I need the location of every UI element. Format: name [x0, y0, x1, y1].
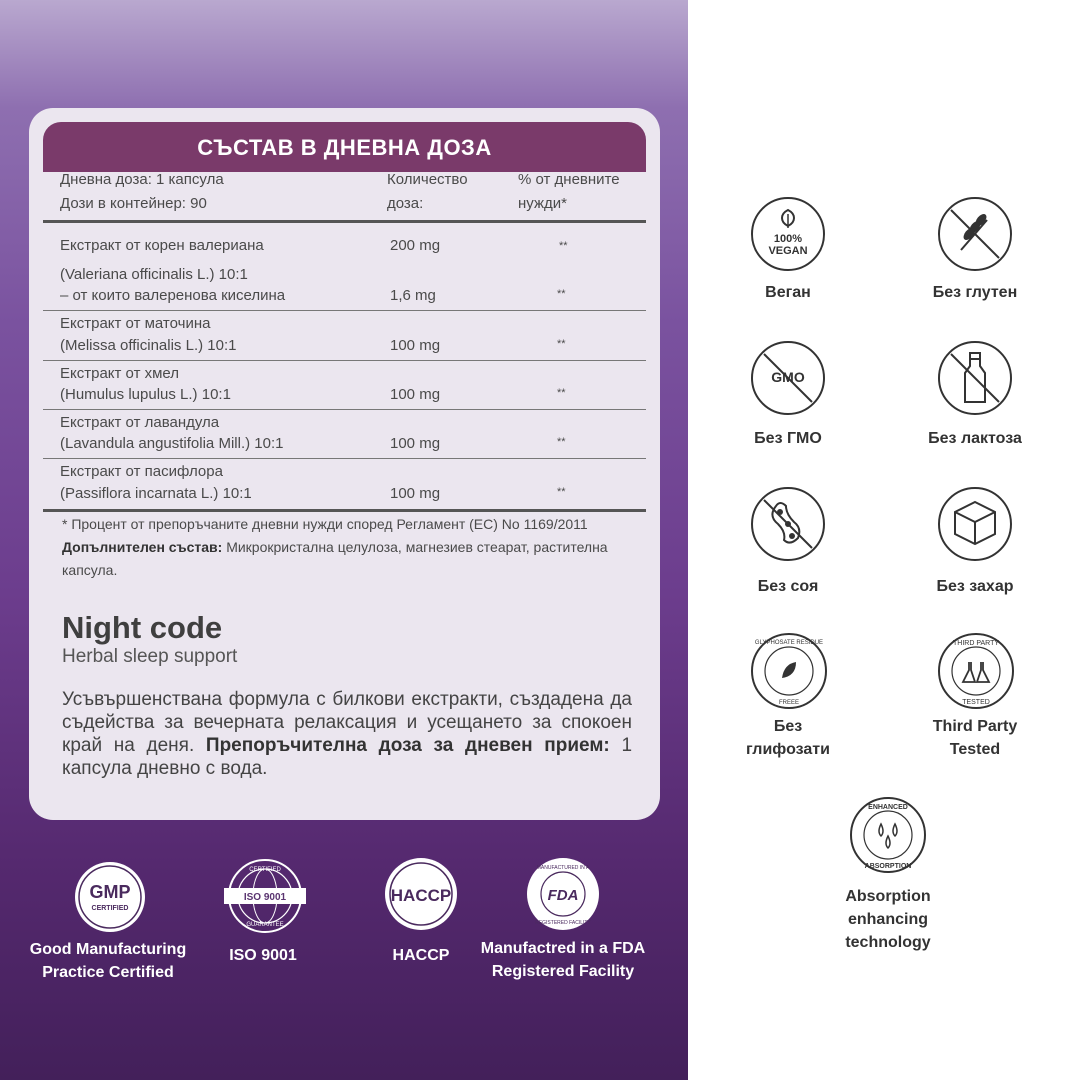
- iso-9001-icon: [220, 856, 310, 941]
- ingredient-latin: (Melissa officinalis L.) 10:1: [60, 337, 237, 354]
- glyphosate-free-icon: [750, 632, 828, 715]
- enhanced-absorption-icon: [849, 796, 927, 879]
- svg-text:FDA: FDA: [547, 887, 579, 904]
- amount-header-2: доза:: [387, 195, 424, 212]
- ingredient-percent: **: [557, 338, 566, 350]
- svg-text:FREEE: FREEE: [778, 700, 800, 706]
- svg-text:HACCP: HACCP: [390, 886, 452, 905]
- table-bottom-divider: [43, 509, 646, 512]
- footnote-rest: Микрокристална целулоза, магнезиев стеарат, растителна капсула.: [62, 539, 608, 578]
- sugar-free-icon: [937, 486, 1013, 567]
- lactose-free-label: Без лактоза: [928, 430, 1022, 447]
- product-name: Night code: [62, 610, 223, 645]
- gmo-free-icon: [750, 340, 826, 421]
- dose-label: Препоръчителна доза за дневен прием:: [205, 735, 610, 756]
- svg-text:GMO: GMO: [771, 369, 805, 385]
- glyphosate-label-line1: Без: [773, 718, 803, 735]
- svg-text:CERTIFIED: CERTIFIED: [91, 905, 129, 912]
- ingredient-latin: (Valeriana officinalis L.) 10:1: [60, 266, 248, 283]
- svg-text:MANUFACTURED IN A: MANUFACTURED IN A: [536, 865, 590, 871]
- third-party-tested-label: [895, 715, 1055, 761]
- dose-text: 1 капсула дневно с вода.: [62, 735, 633, 779]
- absorption-label-line1: Absorption: [845, 888, 931, 905]
- fda-label: Manufactred in a FDA Registered Facility: [480, 940, 646, 980]
- ingredient-amount: 100 mg: [390, 337, 441, 354]
- ingredient-amount: 100 mg: [390, 435, 441, 452]
- third-party-label-line2: Tested: [949, 741, 1001, 758]
- ingredient-amount: 100 mg: [390, 485, 441, 502]
- ingredient-latin: (Humulus lupulus L.) 10:1: [60, 386, 231, 403]
- lactose-free-icon: [937, 340, 1013, 421]
- third-party-tested-icon: [937, 632, 1015, 715]
- vegan-label: Веган: [765, 284, 811, 301]
- vegan-icon: [750, 196, 826, 277]
- ingredient-name: Екстракт от лавандула: [60, 414, 220, 431]
- serving-size: Дневна доза: 1 капсула: [60, 171, 224, 188]
- sugar-free-label: Без захар: [936, 578, 1014, 595]
- svg-text:ABSORPTION: ABSORPTION: [864, 863, 912, 870]
- amount-header: Количество: [387, 171, 468, 188]
- haccp-icon: [383, 856, 459, 937]
- ingredient-latin: (Passiflora incarnata L.) 10:1: [60, 485, 252, 502]
- footnote: [62, 513, 642, 582]
- ingredient-amount: 200 mg: [390, 237, 441, 254]
- gluten-free-label: Без глутен: [932, 284, 1018, 301]
- ingredient-name: Екстракт от маточина: [60, 315, 211, 332]
- row-divider: [43, 360, 646, 361]
- product-subtitle: Herbal sleep support: [62, 646, 238, 667]
- svg-text:THIRD PARTY: THIRD PARTY: [952, 640, 1000, 647]
- supplement-facts-card: [29, 108, 660, 820]
- gluten-free-icon: [937, 196, 1013, 277]
- ingredient-percent: **: [557, 486, 566, 498]
- svg-text:GLYPHOSATE RESIDUE: GLYPHOSATE RESIDUE: [754, 640, 824, 646]
- svg-text:GUARANTEE: GUARANTEE: [246, 922, 284, 928]
- ingredient-amount: 1,6 mg: [390, 287, 436, 304]
- haccp-label: HACCP: [392, 947, 450, 964]
- ingredient-percent: **: [557, 288, 566, 300]
- glyphosate-free-label: [708, 715, 868, 761]
- soy-free-icon: [750, 486, 826, 567]
- product-description: [62, 688, 632, 780]
- supplement-facts-title: СЪСТАВ В ДНЕВНА ДОЗА: [43, 122, 646, 172]
- soy-free-label: Без соя: [757, 578, 819, 595]
- footnote-bold: Допълнителен състав:: [62, 539, 223, 555]
- enhanced-absorption-label: [808, 885, 968, 954]
- percent-header: % от дневните: [518, 171, 620, 188]
- header-divider: [43, 220, 646, 223]
- gmo-free-label: Без ГМО: [754, 430, 822, 447]
- ingredient-amount: 100 mg: [390, 386, 441, 403]
- ingredient-percent: **: [557, 387, 566, 399]
- svg-text:VEGAN: VEGAN: [768, 245, 808, 257]
- footnote-text: * Процент от препоръчаните дневни нужди според Регламент (ЕС) No 1169/2011: [62, 516, 588, 532]
- gmp-icon: [73, 860, 147, 939]
- third-party-label-line1: Third Party: [932, 718, 1018, 735]
- ingredient-latin: (Lavandula angustifolia Mill.) 10:1: [60, 435, 284, 452]
- ingredient-name: Екстракт от хмел: [60, 365, 180, 382]
- row-divider: [43, 310, 646, 311]
- svg-text:GMP: GMP: [89, 882, 131, 902]
- svg-text:CERTIFIED: CERTIFIED: [249, 867, 281, 873]
- svg-text:REGISTERED FACILITY: REGISTERED FACILITY: [535, 920, 591, 926]
- iso-9001-label: ISO 9001: [229, 947, 297, 964]
- ingredient-percent: **: [557, 436, 566, 448]
- servings-per-container: Дози в контейнер: 90: [60, 195, 207, 212]
- absorption-label-line2: enhancing: [847, 911, 928, 928]
- ingredient-name: Екстракт от корен валериана: [60, 237, 264, 254]
- absorption-label-line3: technology: [845, 934, 931, 951]
- ingredient-name: Екстракт от пасифлора: [60, 463, 223, 480]
- svg-text:ENHANCED: ENHANCED: [868, 804, 908, 811]
- svg-text:TESTED: TESTED: [962, 699, 990, 706]
- svg-text:ISO 9001: ISO 9001: [243, 892, 287, 903]
- percent-header-2: нужди*: [518, 195, 567, 212]
- gmp-label: Good Manufacturing Practice Certified: [29, 941, 187, 981]
- row-divider: [43, 458, 646, 459]
- description-text: Усъвършенствана формула с билкови екстракти, създадена да съдейства за вечерната релаксация и усещането за спокоен край на деня.: [62, 689, 632, 756]
- ingredient-name: – от които валеренова киселина: [60, 287, 286, 304]
- svg-text:100%: 100%: [773, 233, 803, 245]
- glyphosate-label-line2: глифозати: [746, 741, 830, 758]
- fda-icon: [525, 856, 601, 937]
- row-divider: [43, 409, 646, 410]
- ingredient-percent: **: [559, 240, 568, 252]
